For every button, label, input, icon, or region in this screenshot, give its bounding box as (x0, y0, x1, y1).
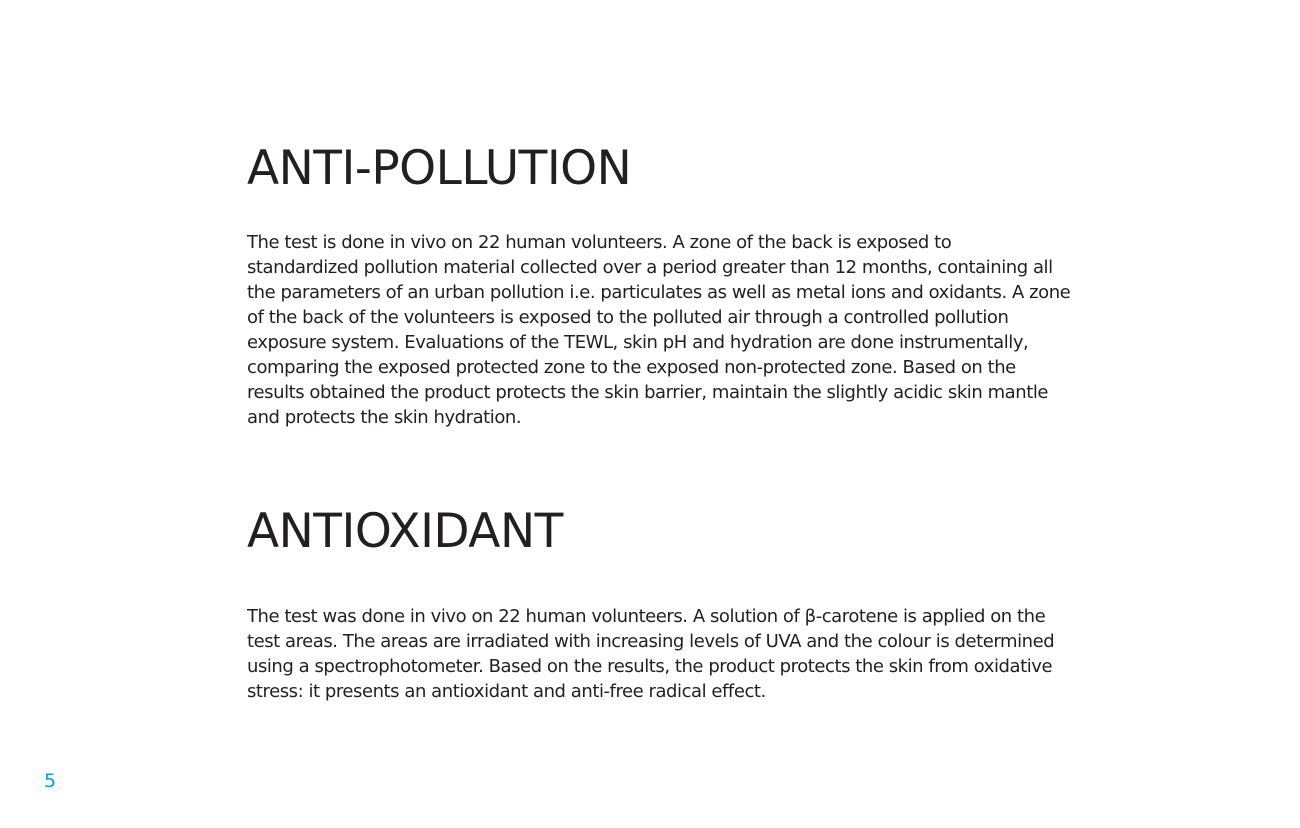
page-number: 5 (44, 770, 57, 792)
section-body-anti-pollution (247, 230, 1071, 430)
body-line: The test was done in vivo on 22 human volunteers. A solution of β-carotene is applied on the (247, 606, 1046, 627)
section-antioxidant (247, 503, 1067, 704)
section-anti-pollution (247, 140, 1071, 430)
section-body-antioxidant (247, 604, 1067, 704)
body-line: stress: it presents an antioxidant and anti-free radical effect. (247, 681, 766, 702)
body-line: the parameters of an urban pollution i.e. particulates as well as metal ions and oxidants. A zone (247, 282, 1071, 303)
section-heading-anti-pollution: ANTI-POLLUTION (247, 141, 632, 196)
body-line: and protects the skin hydration. (247, 407, 522, 428)
body-line: using a spectrophotometer. Based on the results, the product protects the skin from oxidative (247, 656, 1053, 677)
body-line: exposure system. Evaluations of the TEWL, skin pH and hydration are done instrumentally, (247, 332, 1029, 353)
section-heading-antioxidant: ANTIOXIDANT (247, 504, 563, 559)
body-line: standardized pollution material collected over a period greater than 12 months, containing all (247, 257, 1053, 278)
body-line: test areas. The areas are irradiated with increasing levels of UVA and the colour is determined (247, 631, 1055, 652)
body-line: comparing the exposed protected zone to the exposed non-protected zone. Based on the (247, 357, 1016, 378)
body-line: of the back of the volunteers is exposed to the polluted air through a controlled pollution (247, 307, 1009, 328)
body-line: The test is done in vivo on 22 human volunteers. A zone of the back is exposed to (247, 232, 952, 253)
body-line: results obtained the product protects the skin barrier, maintain the slightly acidic skin mantle (247, 382, 1048, 403)
